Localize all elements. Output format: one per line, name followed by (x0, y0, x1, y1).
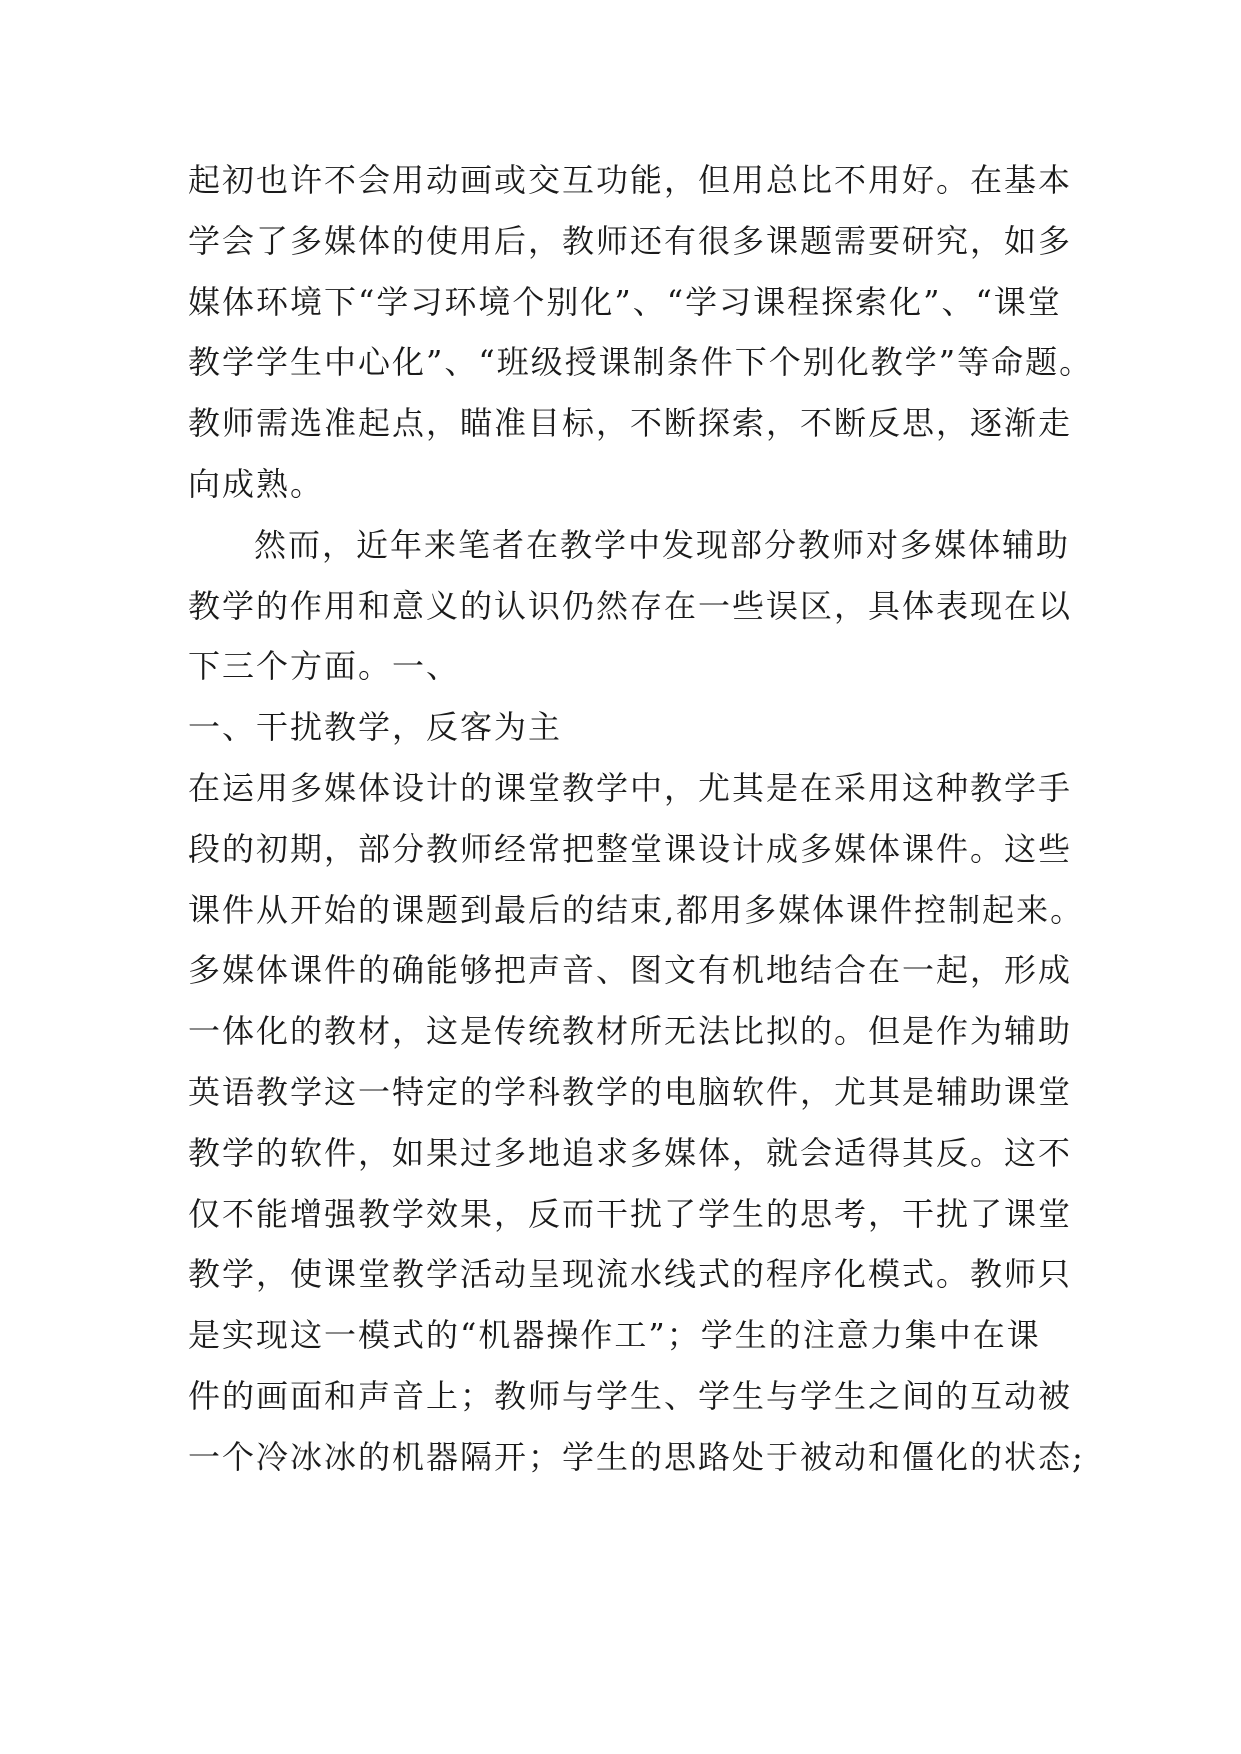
text-line: 向成熟。 (188, 464, 325, 503)
text-line: 教师需选准起点，瞄准目标，不断探索，不断反思，逐渐走 (188, 404, 1073, 443)
text-line: 在运用多媒体设计的课堂教学中，尤其是在采用这种教学手 (188, 768, 1073, 807)
text-line: 起初也许不会用动画或交互功能，但用总比不用好。在基本 (188, 161, 1073, 199)
body-text (188, 150, 1094, 1488)
text-line: 学会了多媒体的使用后，教师还有很多课题需要研究，如多 (188, 221, 1073, 260)
section-heading: 一、干扰教学，反客为主 (188, 708, 563, 747)
text-line: 是实现这一模式的“机器操作工”；学生的注意力集中在课 (188, 1316, 1041, 1355)
text-line: 课件从开始的课题到最后的结束,都用多媒体课件控制起来。 (188, 890, 1085, 929)
text-line: 件的画面和声音上；教师与学生、学生与学生之间的互动被 (188, 1376, 1073, 1415)
text-line: 教学学生中心化”、“班级授课制条件下个别化教学”等命题。 (188, 343, 1094, 382)
paragraph-start-line: 然而，近年来笔者在教学中发现部分教师对多媒体辅助 (254, 525, 1071, 564)
text-line: 段的初期，部分教师经常把整堂课设计成多媒体课件。这些 (188, 829, 1073, 868)
text-line: 下三个方面。一、 (188, 647, 461, 686)
text-line: 教学的作用和意义的认识仍然存在一些误区，具体表现在以 (188, 586, 1073, 625)
text-line: 多媒体课件的确能够把声音、图文有机地结合在一起，形成 (188, 951, 1073, 990)
text-line: 一个冷冰冰的机器隔开；学生的思路处于被动和僵化的状态; (188, 1437, 1085, 1476)
text-line: 媒体环境下“学习环境个别化”、“学习课程探索化”、“课堂 (188, 282, 1062, 321)
text-line: 仅不能增强教学效果，反而干扰了学生的思考，干扰了课堂 (188, 1194, 1073, 1233)
text-line: 英语教学这一特定的学科教学的电脑软件，尤其是辅助课堂 (188, 1072, 1073, 1111)
text-line: 教学的软件，如果过多地追求多媒体，就会适得其反。这不 (188, 1133, 1073, 1172)
text-line: 教学，使课堂教学活动呈现流水线式的程序化模式。教师只 (188, 1255, 1073, 1294)
text-line: 一体化的教材，这是传统教材所无法比拟的。但是作为辅助 (188, 1012, 1073, 1051)
